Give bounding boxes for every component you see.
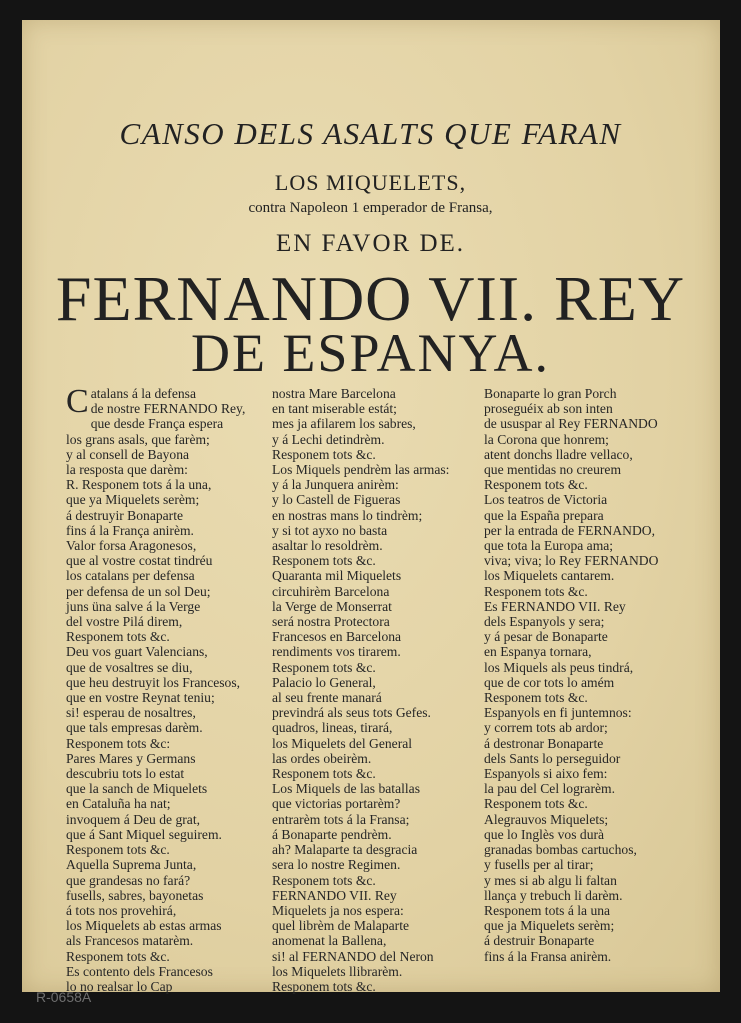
verse-line: que grandesas no fará? (66, 872, 191, 888)
verse-line: á destruir Bonaparte (484, 933, 595, 949)
verse-line: los grans asals, que farèm; (66, 431, 210, 447)
verse-line: Responem tots &c. (272, 978, 376, 994)
verse-line: y á Lechi detindrèm. (272, 431, 385, 447)
verse-line: per defensa de un sol Deu; (66, 583, 211, 599)
verse-line: los Miquelets del General (272, 735, 413, 751)
verse-line: á Bonaparte pendrèm. (272, 826, 392, 842)
verse-line: Responem tots &c. (66, 629, 170, 645)
verse-line: invoquem á Deu de grat, (66, 811, 201, 827)
verse-line: Aquella Suprema Junta, (66, 857, 197, 873)
verse-line: Responem tots &c. (484, 796, 588, 812)
verse-line: lo no realsar lo Cap (66, 978, 173, 994)
verse-line: dels Espanyols y sera; (484, 614, 605, 630)
verse-line: en nostras mans lo tindrèm; (272, 507, 423, 523)
verse-line: Deu vos guart Valencians, (66, 644, 208, 660)
verse-line: Es FERNANDO VII. Rey (484, 598, 626, 614)
verse-line: ah? Malaparte ta desgracia (272, 842, 418, 858)
verse-line: la pau del Cel lograrèm. (484, 781, 615, 797)
verse-line: granadas bombas cartuchos, (484, 842, 637, 858)
verse-line: previndrá als seus tots Gefes. (272, 705, 431, 721)
verse-line: sera lo nostre Regimen. (272, 857, 401, 873)
verse-line: que de cor tots lo amém (484, 674, 615, 690)
verse-line: Responem tots &c. (484, 583, 588, 599)
verse-line: que á Sant Miquel seguirem. (66, 826, 222, 842)
verse-line: rendiments vos tirarem. (272, 644, 401, 660)
verse-line: la Corona que honrem; (484, 431, 609, 447)
verse-line: anomenat la Ballena, (272, 933, 387, 949)
title-en-favor: EN FAVOR DE. (275, 230, 466, 257)
verse-line: á destronar Bonaparte (484, 735, 604, 751)
verse-line: y á la Junquera anirèm: (272, 477, 399, 493)
verse-line: de ususpar al Rey FERNANDO (484, 416, 658, 432)
verse-line: circuhirèm Barcelona (272, 583, 390, 599)
verse-line: del vostre Pilá direm, (66, 614, 183, 630)
verse-line: Los Miquels pendrèm las armas: (272, 462, 450, 478)
verse-line: y correm tots ab ardor; (484, 720, 608, 736)
verse-line: Responem tots &c. (272, 553, 376, 569)
verse-line: que victorias portarèm? (272, 796, 401, 812)
verse-column-3 (484, 386, 658, 964)
verse-line: en Espanya tornara, (484, 644, 592, 660)
verse-line: Responem tots &c. (66, 842, 170, 858)
verse-line: que tals empresas darèm. (66, 720, 203, 736)
verse-line: asaltar lo resoldrèm. (272, 538, 383, 554)
verse-line: á destruyir Bonaparte (66, 507, 184, 523)
verse-line: proseguéix ab son inten (484, 401, 613, 417)
verse-line: y lo Castell de Figueras (272, 492, 401, 508)
verse-line: quadros, lineas, tirará, (272, 720, 393, 736)
verse-line: Palacio lo General, (272, 674, 376, 690)
verse-line: que la España prepara (484, 507, 604, 523)
verse-line: los Miquelets ab estas armas (66, 918, 222, 934)
verse-line: las ordes obeirèm. (272, 750, 372, 766)
verse-line: Bonaparte lo gran Porch (484, 386, 617, 401)
verse-line: fins á la França anirèm. (66, 522, 194, 538)
verse-line: y mes si ab algu li faltan (484, 872, 617, 888)
verse-line: quel librèm de Malaparte (272, 918, 410, 934)
verse-line: que al vostre costat tindréu (66, 553, 213, 569)
verse-line: Responem tots &c. (272, 872, 376, 888)
verse-line: y si tot ayxo no basta (272, 522, 388, 538)
verse-line: los Miquels als peus tindrá, (484, 659, 634, 675)
verse-line: fusells, sabres, bayonetas (66, 887, 204, 903)
verse-line: Espanyols en fi juntemnos: (484, 705, 632, 721)
verse-line: Responem tots &c. (484, 477, 588, 493)
verse-line: y fusells per al tirar; (484, 857, 594, 873)
verse-line: Responem tots &c. (272, 659, 376, 675)
drop-cap: C (66, 383, 89, 420)
title-miquelets: LOS MIQUELETS, (274, 170, 467, 195)
verse-line: Responem tots &c. (66, 948, 170, 964)
verse-line: Responem tots &c: (66, 735, 171, 751)
verse-line: de nostre FERNANDO Rey, (90, 401, 246, 417)
verse-line: que tota la Europa ama; (484, 538, 614, 554)
verse-line: atent donchs lladre vellaco, (484, 446, 633, 462)
verse-line: Valor forsa Aragonesos, (66, 538, 197, 554)
verse-line: los catalans per defensa (66, 568, 195, 584)
verse-line: Es contento dels Francesos (66, 963, 213, 979)
verse-line: Francesos en Barcelona (272, 629, 402, 645)
verse-line: en tant miserable estát; (272, 401, 397, 417)
verse-line: los Miquelets cantarem. (484, 568, 615, 584)
verse-line: Miquelets ja nos espera: (272, 902, 404, 918)
verse-line: mes ja afilarem los sabres, (272, 416, 416, 432)
verse-line: que ya Miquelets serèm; (66, 492, 200, 508)
verse-line: llança y trebuch li darèm. (484, 887, 623, 903)
verse-line: y á pesar de Bonaparte (484, 629, 608, 645)
verse-line: Responem tots á la una (484, 902, 611, 918)
title-canso: CANSO DELS ASALTS QUE FARAN (119, 116, 622, 151)
verse-line: viva; viva; lo Rey FERNANDO (484, 553, 659, 569)
verse-line: será nostra Protectora (272, 614, 390, 630)
catalog-stamp: R-0658A (36, 989, 92, 1005)
verse-line: si! esperau de nosaltres, (66, 705, 196, 721)
verse-line: que de vosaltres se diu, (66, 659, 193, 675)
verse-line: R. Responem tots á la una, (66, 477, 212, 493)
verse-line: Quaranta mil Miquelets (272, 568, 402, 584)
verse-line: Pares Mares y Germans (66, 750, 196, 766)
verse-line: Responem tots &c. (272, 766, 376, 782)
verse-line: al seu frente manará (272, 690, 382, 706)
verse-line: FERNANDO VII. Rey (272, 887, 397, 903)
verse-line: nostra Mare Barcelona (272, 386, 396, 401)
verse-line: Responem tots &c. (484, 690, 588, 706)
title-de-espanya: DE ESPANYA. (190, 323, 551, 383)
verse-line: la Verge de Monserrat (272, 598, 392, 614)
verse-line: y al consell de Bayona (66, 446, 190, 462)
verse-line: Espanyols si aixo fem: (484, 766, 608, 782)
verse-line: que ja Miquelets serèm; (484, 918, 615, 934)
verse-line: atalans á la defensa (90, 386, 196, 401)
verse-line: Alegrauvos Miquelets; (484, 811, 609, 827)
verse-line: dels Sants lo perseguidor (484, 750, 621, 766)
verse-line: entrarèm tots á la Fransa; (272, 811, 410, 827)
verse-column-2 (272, 386, 449, 994)
verse-line: als Francesos matarèm. (66, 933, 194, 949)
verse-line: en Cataluña ha nat; (66, 796, 171, 812)
verse-line: fins á la Fransa anirèm. (484, 948, 612, 964)
verse-line: que desde França espera (90, 416, 224, 432)
verse-line: que en vostre Reynat teniu; (66, 690, 215, 706)
verse-line: que mentidas no creurem (484, 462, 622, 478)
verse-column-1 (66, 383, 246, 994)
verse-line: per la entrada de FERNANDO, (484, 522, 656, 538)
verse-line: que heu destruyit los Francesos, (66, 674, 241, 690)
verse-line: Los Miquels de las batallas (272, 781, 420, 797)
title-contra-napoleon: contra Napoleon 1 emperador de Fransa, (248, 200, 493, 216)
verse-line: que la sanch de Miquelets (66, 781, 208, 797)
verse-line: que lo Inglès vos durà (484, 826, 605, 842)
verse-line: descubriu tots lo estat (66, 766, 185, 782)
verse-line: Los teatros de Victoria (484, 492, 608, 508)
verse-line: juns üna salve á la Verge (66, 598, 201, 614)
verse-line: los Miquelets llibrarèm. (272, 963, 403, 979)
title-fernando: FERNANDO VII. REY (55, 263, 686, 334)
verse-line: si! al FERNANDO del Neron (272, 948, 434, 964)
verse-line: la resposta que darèm: (66, 462, 188, 478)
verse-line: Responem tots &c. (272, 446, 376, 462)
verse-line: á tots nos provehirá, (66, 902, 177, 918)
